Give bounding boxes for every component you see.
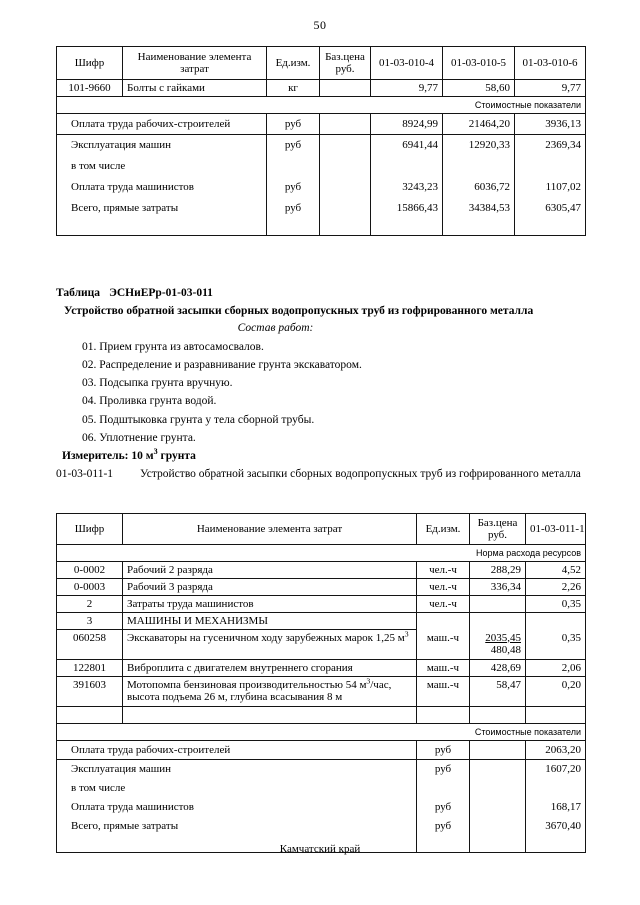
band-row-cost-indicators bbox=[57, 724, 586, 741]
header-base-price bbox=[470, 514, 526, 545]
table-row bbox=[57, 741, 586, 760]
izmeritel-label: Измеритель: bbox=[62, 450, 129, 463]
izmeritel-line bbox=[62, 447, 585, 463]
spacer-cell bbox=[123, 707, 417, 724]
cell-unit: руб bbox=[267, 198, 320, 219]
cell-name: в том числе bbox=[57, 156, 267, 177]
cost-table-top bbox=[56, 46, 586, 236]
table-title: Устройство обратной засыпки сборных водопропускных труб из гофрированного металла bbox=[64, 305, 534, 317]
table-caption-code: ЭСНиЕРр-01-03-011 bbox=[109, 287, 213, 299]
cost-table-bottom bbox=[56, 513, 586, 853]
cell-base-price bbox=[470, 613, 526, 630]
cell-code: 101-9660 bbox=[57, 80, 123, 97]
cell-value-3 bbox=[515, 156, 586, 177]
cell-base-price bbox=[470, 596, 526, 613]
cell-value-1 bbox=[526, 613, 586, 630]
table-row bbox=[57, 817, 586, 836]
cell-base-price: 58,47 bbox=[470, 677, 526, 707]
cell-name: Рабочий 3 разряда bbox=[123, 579, 417, 596]
table-row bbox=[57, 613, 586, 630]
cell-value-2: 6036,72 bbox=[443, 177, 515, 198]
spacer-cell bbox=[443, 219, 515, 236]
cell-name: Всего, прямые затраты bbox=[57, 198, 267, 219]
cell-value-1: 9,77 bbox=[371, 80, 443, 97]
spacer-cell bbox=[320, 219, 371, 236]
cell-base-price bbox=[470, 630, 526, 660]
band-label: Стоимостные показатели bbox=[57, 724, 586, 741]
izmeritel-tail: грунта bbox=[157, 450, 196, 463]
cell-value-1: 3670,40 bbox=[526, 817, 586, 836]
cell-value-1: 15866,43 bbox=[371, 198, 443, 219]
cell-value-1: 0,35 bbox=[526, 596, 586, 613]
middle-text-block bbox=[56, 287, 585, 482]
table-header-row bbox=[57, 47, 586, 80]
cell-name: Оплата труда рабочих-строителей bbox=[57, 741, 417, 760]
table-row bbox=[57, 596, 586, 613]
izmeritel-superscript: 3 bbox=[153, 447, 158, 457]
table-row bbox=[57, 562, 586, 579]
table-row-spacer bbox=[57, 707, 586, 724]
cell-base-price bbox=[470, 798, 526, 817]
cell-value-1: 1607,20 bbox=[526, 760, 586, 779]
cell-base-price bbox=[320, 114, 371, 135]
cell-code: 391603 bbox=[57, 677, 123, 707]
header-base-price-line2: руб. bbox=[487, 529, 508, 541]
item-line bbox=[56, 467, 585, 481]
cell-base-price bbox=[320, 198, 371, 219]
cell-base-price bbox=[320, 156, 371, 177]
cell-name: МАШИНЫ И МЕХАНИЗМЫ bbox=[123, 613, 417, 630]
cell-value-1: 6941,44 bbox=[371, 135, 443, 156]
cell-unit: руб bbox=[267, 114, 320, 135]
item-description: Устройство обратной засыпки сборных водопропускных труб из гофрированного металла bbox=[140, 468, 581, 481]
table-row bbox=[57, 198, 586, 219]
cell-value-1: 8924,99 bbox=[371, 114, 443, 135]
table-row bbox=[57, 177, 586, 198]
cell-name: Оплата труда машинистов bbox=[57, 798, 417, 817]
cell-base-price bbox=[470, 817, 526, 836]
list-item: 01. Прием грунта из автосамосвалов. bbox=[82, 341, 264, 353]
cell-name: Эксплуатация машин bbox=[57, 760, 417, 779]
cell-value-1: 2,06 bbox=[526, 660, 586, 677]
header-base-price bbox=[320, 47, 371, 80]
header-name: Наименование элемента затрат bbox=[123, 47, 267, 80]
table-caption-label: Таблица bbox=[56, 287, 101, 299]
table-row bbox=[57, 114, 586, 135]
cell-value-2: 34384,53 bbox=[443, 198, 515, 219]
table-row bbox=[57, 579, 586, 596]
cell-code: 3 bbox=[57, 613, 123, 630]
cell-base-price bbox=[320, 135, 371, 156]
cell-code: 0-0003 bbox=[57, 579, 123, 596]
sostav-rabot-label: Состав работ: bbox=[237, 322, 314, 334]
table-row-spacer bbox=[57, 219, 586, 236]
cell-base-price bbox=[470, 779, 526, 798]
cell-name: Всего, прямые затраты bbox=[57, 817, 417, 836]
cell-name bbox=[123, 677, 417, 707]
header-code: Шифр bbox=[57, 514, 123, 545]
cell-name-text: Экскаваторы на гусеничном ходу зарубежных марок 1,25 м bbox=[127, 632, 405, 644]
band-label: Норма расхода ресурсов bbox=[57, 545, 586, 562]
cell-code: 122801 bbox=[57, 660, 123, 677]
table-row bbox=[57, 677, 586, 707]
cell-code: 2 bbox=[57, 596, 123, 613]
header-base-price-line2: руб. bbox=[335, 63, 355, 75]
cell-value-1: 0,35 bbox=[526, 630, 586, 660]
header-col-2: 01-03-010-5 bbox=[443, 47, 515, 80]
table-row bbox=[57, 660, 586, 677]
spacer-cell bbox=[57, 219, 267, 236]
list-item: 04. Проливка грунта водой. bbox=[82, 395, 217, 408]
cell-value-2: 12920,33 bbox=[443, 135, 515, 156]
cell-name: Затраты труда машинистов bbox=[123, 596, 417, 613]
cell-value-1 bbox=[526, 779, 586, 798]
cell-name: Виброплита с двигателем внутреннего сгорания bbox=[123, 660, 417, 677]
cell-value-2: 21464,20 bbox=[443, 114, 515, 135]
cell-value-3: 1107,02 bbox=[515, 177, 586, 198]
izmeritel-value: 10 м bbox=[131, 450, 154, 463]
cell-unit: руб bbox=[417, 798, 470, 817]
cell-base-price-primary: 2035,45 bbox=[485, 631, 521, 644]
spacer-cell bbox=[267, 219, 320, 236]
footer-region-label: Камчатский край bbox=[279, 843, 361, 855]
header-name: Наименование элемента затрат bbox=[123, 514, 417, 545]
cell-name: Рабочий 2 разряда bbox=[123, 562, 417, 579]
cell-unit: маш.-ч bbox=[417, 630, 470, 660]
cell-unit: маш.-ч bbox=[417, 677, 470, 707]
cell-unit: чел.-ч bbox=[417, 596, 470, 613]
cell-code: 0-0002 bbox=[57, 562, 123, 579]
page-number: 50 bbox=[313, 18, 327, 32]
spacer-cell bbox=[417, 707, 470, 724]
cell-base-price-secondary: 480,48 bbox=[490, 643, 521, 656]
cell-unit: руб bbox=[267, 135, 320, 156]
cell-name bbox=[123, 630, 417, 660]
cell-base-price bbox=[320, 177, 371, 198]
cell-value-2 bbox=[443, 156, 515, 177]
cell-unit: руб bbox=[267, 177, 320, 198]
cell-value-1: 0,20 bbox=[526, 677, 586, 707]
band-row-cost-indicators bbox=[57, 97, 586, 114]
spacer-cell bbox=[515, 219, 586, 236]
table-row bbox=[57, 156, 586, 177]
header-col-1: 01-03-010-4 bbox=[371, 47, 443, 80]
header-unit: Ед.изм. bbox=[267, 47, 320, 80]
cell-name-tail: /час, высота подъема 26 м, глубина всасывания 8 м bbox=[127, 679, 392, 704]
cell-value-1: 3243,23 bbox=[371, 177, 443, 198]
cell-name: Оплата труда рабочих-строителей bbox=[57, 114, 267, 135]
cell-value-1: 2,26 bbox=[526, 579, 586, 596]
band-row-resource-norm bbox=[57, 545, 586, 562]
cell-name-superscript: 3 bbox=[366, 676, 371, 686]
cell-base-price: 288,29 bbox=[470, 562, 526, 579]
cell-base-price bbox=[470, 760, 526, 779]
table-row bbox=[57, 760, 586, 779]
table-row bbox=[57, 630, 586, 660]
table-row bbox=[57, 80, 586, 97]
cell-unit bbox=[417, 613, 470, 630]
cell-name: Эксплуатация машин bbox=[57, 135, 267, 156]
cell-unit: руб bbox=[417, 760, 470, 779]
spacer-cell bbox=[371, 219, 443, 236]
header-code: Шифр bbox=[57, 47, 123, 80]
cell-unit: кг bbox=[267, 80, 320, 97]
cell-value-3: 6305,47 bbox=[515, 198, 586, 219]
table-row bbox=[57, 779, 586, 798]
list-item: 02. Распределение и разравнивание грунта экскаватором. bbox=[82, 359, 362, 372]
cell-value-3: 9,77 bbox=[515, 80, 586, 97]
cell-name: Болты с гайками bbox=[123, 80, 267, 97]
cell-value-1: 168,17 bbox=[526, 798, 586, 817]
table-caption bbox=[56, 287, 585, 299]
spacer-cell bbox=[470, 707, 526, 724]
cell-value-2: 58,60 bbox=[443, 80, 515, 97]
works-list bbox=[56, 341, 585, 444]
cell-unit: руб bbox=[417, 741, 470, 760]
spacer-cell bbox=[57, 707, 123, 724]
cell-name: в том числе bbox=[57, 779, 417, 798]
cell-base-price bbox=[320, 80, 371, 97]
cell-unit bbox=[417, 779, 470, 798]
header-base-price-line1: Баз.цена bbox=[325, 50, 365, 63]
list-item: 05. Подштыковка грунта у тела сборной трубы. bbox=[82, 413, 315, 426]
cell-name-text: Мотопомпа бензиновая производительностью 54 м bbox=[127, 679, 367, 691]
table-row bbox=[57, 135, 586, 156]
list-item: 06. Уплотнение грунта. bbox=[82, 431, 196, 444]
header-unit: Ед.изм. bbox=[417, 514, 470, 545]
header-col-3: 01-03-010-6 bbox=[515, 47, 586, 80]
cell-base-price: 336,34 bbox=[470, 579, 526, 596]
cell-value-1: 2063,20 bbox=[526, 741, 586, 760]
list-item: 03. Подсыпка грунта вручную. bbox=[82, 377, 233, 390]
cell-value-3: 2369,34 bbox=[515, 135, 586, 156]
cell-value-3: 3936,13 bbox=[515, 114, 586, 135]
cell-base-price bbox=[470, 741, 526, 760]
cell-name: Оплата труда машинистов bbox=[57, 177, 267, 198]
cell-unit: руб bbox=[417, 817, 470, 836]
band-label: Стоимостные показатели bbox=[57, 97, 586, 114]
cell-code: 060258 bbox=[57, 630, 123, 660]
cell-base-price: 428,69 bbox=[470, 660, 526, 677]
cell-unit: чел.-ч bbox=[417, 562, 470, 579]
cell-name-superscript: 3 bbox=[404, 629, 409, 639]
table-row bbox=[57, 798, 586, 817]
cell-value-1 bbox=[371, 156, 443, 177]
item-code: 01-03-011-1 bbox=[56, 468, 114, 481]
cell-unit: чел.-ч bbox=[417, 579, 470, 596]
table-header-row bbox=[57, 514, 586, 545]
cell-value-1: 4,52 bbox=[526, 562, 586, 579]
cell-unit bbox=[267, 156, 320, 177]
header-base-price-line1: Баз.цена bbox=[477, 516, 518, 529]
cell-unit: маш.-ч bbox=[417, 660, 470, 677]
header-col-1: 01-03-011-1 bbox=[526, 514, 586, 545]
spacer-cell bbox=[526, 707, 586, 724]
